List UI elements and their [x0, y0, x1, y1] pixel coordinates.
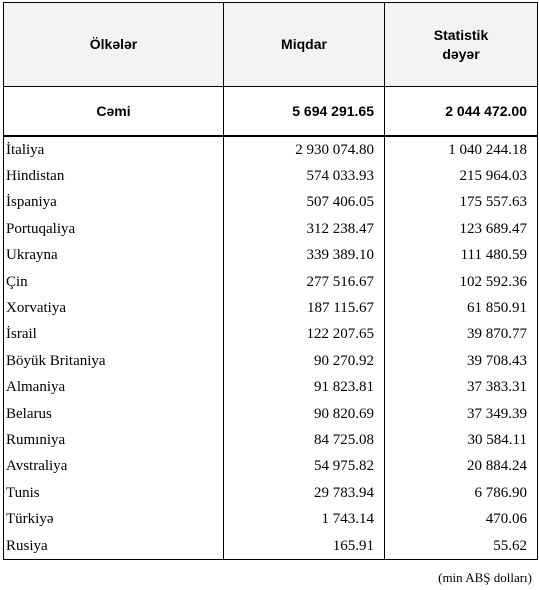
country-cell: Rusiya	[4, 533, 224, 560]
country-cell: İtaliya	[4, 136, 224, 163]
table-row	[4, 480, 538, 506]
country-cell: Çin	[4, 269, 224, 295]
country-cell: Portuqaliya	[4, 216, 224, 242]
amount-cell: 91 823.81	[224, 375, 385, 401]
table-row	[4, 163, 538, 189]
table-row	[4, 375, 538, 401]
amount-cell: 84 725.08	[224, 427, 385, 453]
table-header-row	[4, 3, 538, 87]
table-row	[4, 243, 538, 269]
amount-cell: 2 930 074.80	[224, 136, 385, 163]
country-cell: İsrail	[4, 322, 224, 348]
amount-cell: 90 820.69	[224, 401, 385, 427]
header-statistical-value-line1: Statistik	[433, 26, 489, 43]
units-footnote: (min ABŞ dolları)	[438, 570, 532, 585]
country-cell: İspaniya	[4, 190, 224, 216]
header-amount: Miqdar	[224, 3, 385, 87]
table-row	[4, 269, 538, 295]
country-cell: Tunis	[4, 480, 224, 506]
header-statistical-value-line2: dəyər	[442, 45, 480, 62]
table-row	[4, 348, 538, 374]
value-cell: 6 786.90	[385, 480, 538, 506]
amount-cell: 122 207.65	[224, 322, 385, 348]
table-row	[4, 506, 538, 532]
amount-cell: 574 033.93	[224, 163, 385, 189]
amount-cell: 277 516.67	[224, 269, 385, 295]
amount-cell: 312 238.47	[224, 216, 385, 242]
table-row	[4, 322, 538, 348]
value-cell: 102 592.36	[385, 269, 538, 295]
total-amount: 5 694 291.65	[224, 87, 385, 137]
table-row	[4, 136, 538, 163]
total-value: 2 044 472.00	[385, 87, 538, 137]
country-cell: Böyük Britaniya	[4, 348, 224, 374]
header-statistical-value	[385, 3, 538, 87]
table-row	[4, 533, 538, 560]
table-row	[4, 401, 538, 427]
table-row	[4, 454, 538, 480]
country-cell: Almaniya	[4, 375, 224, 401]
amount-cell: 90 270.92	[224, 348, 385, 374]
country-cell: Avstraliya	[4, 454, 224, 480]
value-cell: 470.06	[385, 506, 538, 532]
amount-cell: 54 975.82	[224, 454, 385, 480]
value-cell: 123 689.47	[385, 216, 538, 242]
value-cell: 20 884.24	[385, 454, 538, 480]
country-cell: Xorvatiya	[4, 295, 224, 321]
header-countries: Ölkələr	[4, 3, 224, 87]
amount-cell: 1 743.14	[224, 506, 385, 532]
table-row	[4, 190, 538, 216]
country-cell: Türkiyə	[4, 506, 224, 532]
value-cell: 175 557.63	[385, 190, 538, 216]
country-cell: Belarus	[4, 401, 224, 427]
table-row	[4, 216, 538, 242]
country-cell: Hindistan	[4, 163, 224, 189]
amount-cell: 187 115.67	[224, 295, 385, 321]
value-cell: 39 870.77	[385, 322, 538, 348]
amount-cell: 165.91	[224, 533, 385, 560]
value-cell: 30 584.11	[385, 427, 538, 453]
table-row	[4, 295, 538, 321]
data-table-container	[3, 2, 537, 560]
country-cell: Rumıniya	[4, 427, 224, 453]
value-cell: 215 964.03	[385, 163, 538, 189]
value-cell: 37 349.39	[385, 401, 538, 427]
amount-cell: 339 389.10	[224, 243, 385, 269]
value-cell: 61 850.91	[385, 295, 538, 321]
export-table	[3, 2, 538, 560]
table-row	[4, 427, 538, 453]
total-label: Cəmi	[4, 87, 224, 137]
country-cell: Ukrayna	[4, 243, 224, 269]
amount-cell: 29 783.94	[224, 480, 385, 506]
value-cell: 111 480.59	[385, 243, 538, 269]
value-cell: 1 040 244.18	[385, 136, 538, 163]
value-cell: 55.62	[385, 533, 538, 560]
total-row	[4, 87, 538, 137]
amount-cell: 507 406.05	[224, 190, 385, 216]
value-cell: 37 383.31	[385, 375, 538, 401]
value-cell: 39 708.43	[385, 348, 538, 374]
